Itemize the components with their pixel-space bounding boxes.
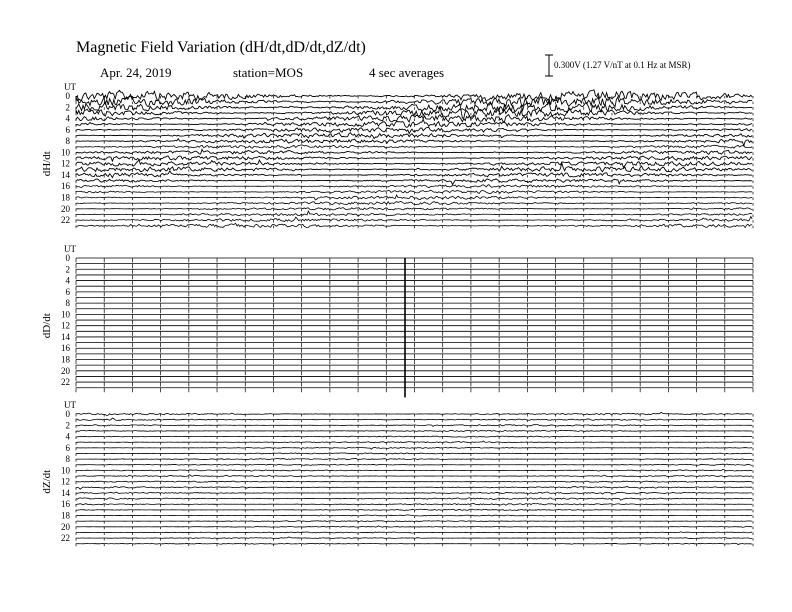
row-label: 12 (61, 320, 70, 331)
row-label: 12 (61, 158, 70, 169)
averaging-label: 4 sec averages (369, 65, 445, 80)
trace-row-17 (76, 509, 752, 510)
row-label: 10 (61, 465, 70, 476)
trace-row-5 (76, 441, 752, 443)
trace-row-23 (76, 543, 752, 544)
row-label: 14 (61, 169, 70, 180)
row-label: 18 (61, 354, 70, 365)
trace-row-19 (76, 521, 752, 522)
trace-row-21 (76, 532, 752, 533)
trace-row-16 (76, 503, 752, 505)
panel-dzdt (41, 400, 753, 546)
ut-axis-label: UT (64, 244, 76, 254)
row-label: 6 (65, 442, 70, 453)
row-label: 14 (61, 487, 70, 498)
component-label: dZ/dt (41, 469, 53, 494)
row-label: 22 (61, 533, 70, 544)
trace-row-4 (76, 115, 752, 122)
row-label: 14 (61, 331, 70, 342)
trace-row-17 (76, 190, 752, 193)
trace-row-11 (76, 475, 752, 477)
trace-row-15 (76, 498, 752, 500)
trace-row-10 (76, 149, 752, 154)
trace-row-11 (76, 156, 752, 161)
trace-row-7 (76, 133, 752, 139)
row-label: 10 (61, 147, 70, 158)
trace-row-13 (76, 487, 752, 490)
trace-row-3 (76, 430, 752, 431)
row-label: 6 (65, 124, 70, 135)
trace-row-6 (76, 127, 752, 133)
trace-row-7 (76, 453, 752, 454)
row-label: 4 (65, 275, 70, 286)
trace-row-12 (76, 160, 752, 167)
trace-row-19 (76, 201, 752, 204)
trace-row-8 (76, 139, 752, 146)
row-label: 18 (61, 510, 70, 521)
row-label: 6 (65, 286, 70, 297)
ut-axis-label: UT (64, 400, 76, 410)
date-label: Apr. 24, 2019 (100, 65, 172, 80)
trace-row-15 (76, 179, 752, 185)
trace-row-1 (76, 418, 752, 420)
trace-row-22 (76, 217, 752, 222)
row-label: 0 (65, 91, 70, 101)
row-label: 18 (61, 192, 70, 203)
trace-row-0 (76, 412, 752, 415)
trace-row-5 (76, 119, 752, 127)
row-label: 2 (65, 102, 70, 113)
scale-bar (545, 55, 553, 76)
scale-label: 0.300V (1.27 V/nT at 0.1 Hz at MSR) (554, 60, 691, 70)
row-label: 20 (61, 521, 70, 532)
row-label: 22 (61, 377, 70, 388)
row-label: 20 (61, 365, 70, 376)
trace-row-9 (76, 464, 752, 465)
row-label: 12 (61, 476, 70, 487)
trace-row-14 (76, 171, 752, 178)
component-label: dH/dt (41, 151, 53, 177)
trace-row-12 (76, 481, 752, 482)
row-label: 8 (65, 454, 70, 465)
component-label: dD/dt (41, 313, 53, 339)
trace-row-18 (76, 195, 752, 200)
row-label: 8 (65, 298, 70, 309)
chart-title: Magnetic Field Variation (dH/dt,dD/dt,dZ/dt) (76, 39, 366, 56)
trace-row-20 (76, 207, 752, 209)
row-label: 2 (65, 264, 70, 275)
row-label: 20 (61, 203, 70, 214)
row-label: 4 (65, 431, 70, 442)
panel-dhdt (41, 82, 753, 228)
row-label: 8 (65, 136, 70, 147)
trace-row-9 (76, 145, 752, 148)
trace-row-8 (76, 458, 752, 459)
trace-row-18 (76, 515, 752, 516)
trace-row-10 (76, 469, 752, 471)
row-label: 16 (61, 499, 70, 510)
trace-row-4 (76, 436, 752, 437)
row-label: 0 (65, 253, 70, 263)
panel-dddt (41, 244, 753, 397)
trace-row-20 (76, 526, 752, 527)
row-label: 16 (61, 181, 70, 192)
trace-row-23 (76, 223, 752, 227)
trace-row-14 (76, 492, 752, 494)
ut-axis-label: UT (64, 82, 76, 92)
row-label: 0 (65, 409, 70, 419)
trace-row-2 (76, 425, 752, 427)
row-label: 10 (61, 309, 70, 320)
row-label: 2 (65, 420, 70, 431)
trace-row-6 (76, 447, 752, 449)
station-label: station=MOS (233, 65, 304, 80)
row-label: 16 (61, 343, 70, 354)
row-label: 4 (65, 113, 70, 124)
trace-row-21 (76, 211, 752, 216)
row-label: 22 (61, 215, 70, 226)
trace-row-22 (76, 537, 752, 539)
trace-row-16 (76, 185, 752, 188)
